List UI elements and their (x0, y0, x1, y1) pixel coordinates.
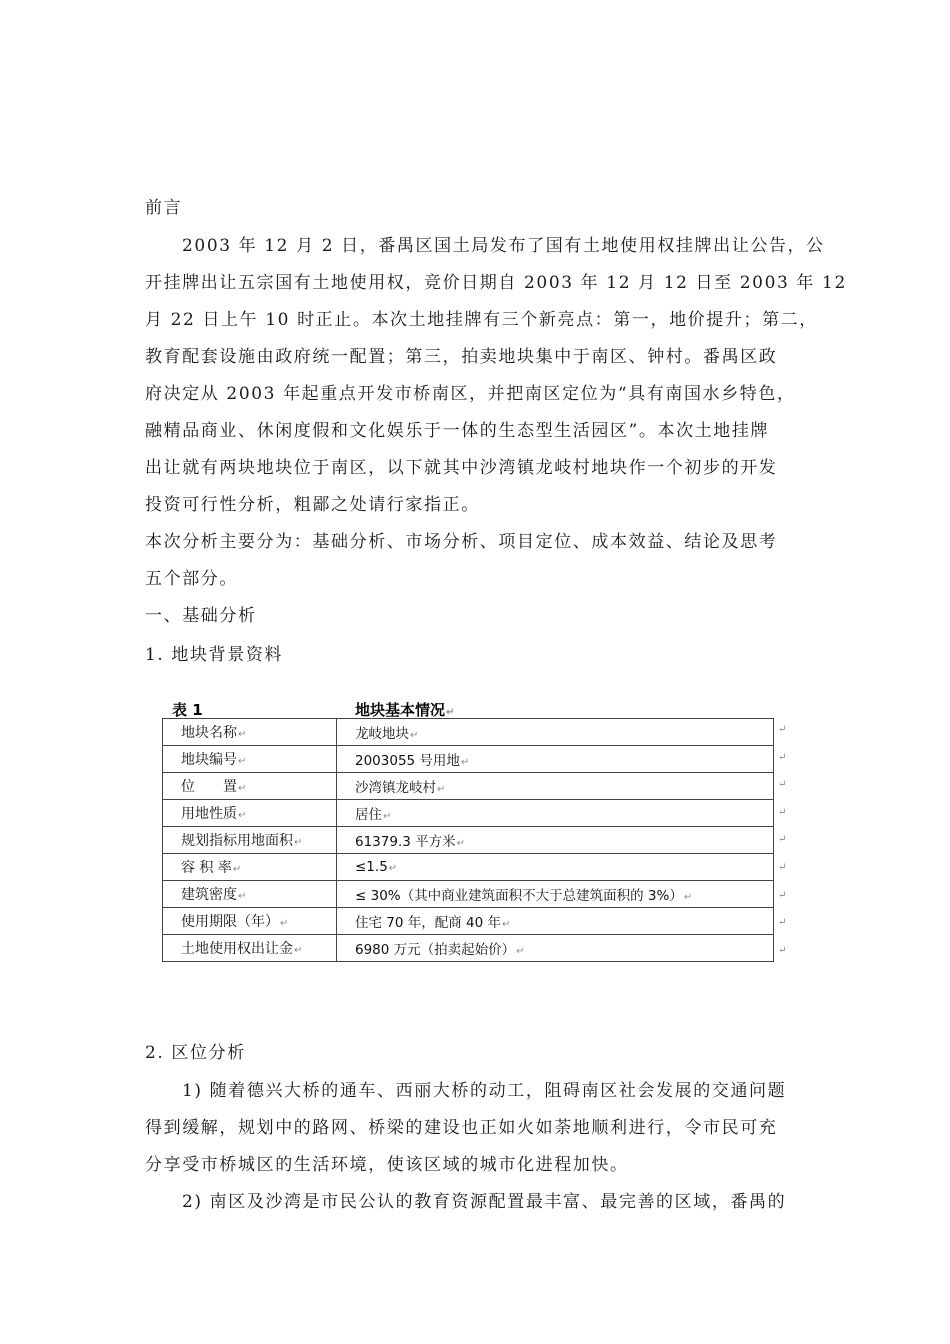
table-row (163, 881, 774, 908)
table-cell-value: 居住↵ (337, 800, 774, 827)
table-cell-key: 容 积 率↵ (163, 854, 337, 881)
table-row (163, 773, 774, 800)
table-cell-key: 土地使用权出让金↵ (163, 935, 337, 962)
table-row (163, 935, 774, 962)
table-cell-key: 建筑密度↵ (163, 881, 337, 908)
table-cell-key: 地块编号↵ (163, 746, 337, 773)
section2-p2-line-1: 2) 南区及沙湾是市民公认的教育资源配置最丰富、最完善的区域，番禺的 (182, 1192, 787, 1212)
preface-line-3: 月 22 日上午 10 时正止。本次土地挂牌有三个新亮点：第一，地价提升；第二， (145, 310, 818, 330)
table-cell-key: 用地性质↵ (163, 800, 337, 827)
row-end-mark: ↵ (778, 779, 787, 791)
table-cell-value: 沙湾镇龙岐村↵ (337, 773, 774, 800)
table-row (163, 746, 774, 773)
scope-line-1: 本次分析主要分为：基础分析、市场分析、项目定位、成本效益、结论及思考 (145, 532, 778, 552)
row-end-mark: ↵ (778, 724, 787, 735)
row-end-mark: ↵ (778, 862, 787, 873)
preface-line-8: 投资可行性分析，粗鄙之处请行家指正。 (145, 495, 480, 515)
preface-heading: 前言 (145, 198, 183, 218)
table-cell-key: 地块名称↵ (163, 719, 337, 746)
section2-p1-line-2: 得到缓解，规划中的路网、桥梁的建设也正如火如荼地顺利进行，令市民可充 (145, 1118, 778, 1138)
row-end-mark: ↵ (778, 834, 787, 846)
preface-line-5: 府决定从 2003 年起重点开发市桥南区，并把南区定位为“具有南国水乡特色， (145, 384, 796, 404)
table-cell-value: 61379.3 平方米↵ (337, 827, 774, 854)
table-cell-value: 2003055 号用地↵ (337, 746, 774, 773)
table-row (163, 719, 774, 746)
table-row (163, 854, 774, 881)
table-cell-value: ≤ 30%（其中商业建筑面积不大于总建筑面积的 3%）↵ (337, 881, 774, 908)
table-caption-number: 表 1 (172, 701, 203, 719)
row-end-mark: ↵ (778, 917, 787, 929)
table-cell-key: 规划指标用地面积↵ (163, 827, 337, 854)
section2-p1-line-1: 1) 随着德兴大桥的通车、西丽大桥的动工，阻碍南区社会发展的交通问题 (182, 1081, 787, 1101)
row-end-mark: ↵ (778, 889, 787, 901)
table-cell-value: 龙岐地块↵ (337, 719, 774, 746)
table-cell-value: 住宅 70 年，配商 40 年↵ (337, 908, 774, 935)
table-cell-value: 6980 万元（拍卖起始价）↵ (337, 935, 774, 962)
preface-line-4: 教育配套设施由政府统一配置；第三，拍卖地块集中于南区、钟村。番禺区政 (145, 347, 778, 367)
preface-line-2: 开挂牌出让五宗国有土地使用权，竞价日期自 2003 年 12 月 12 日至 2003 年 12 (145, 273, 847, 293)
table-row (163, 908, 774, 935)
section1-heading: 一、基础分析 (145, 606, 257, 626)
table-caption-title: 地块基本情况↵ (355, 701, 455, 719)
row-end-mark: ↵ (778, 806, 787, 818)
section2-heading: 2. 区位分析 (145, 1043, 246, 1063)
preface-line-7: 出让就有两块地块位于南区，以下就其中沙湾镇龙岐村地块作一个初步的开发 (145, 458, 778, 478)
preface-line-1: 2003 年 12 月 2 日，番禺区国土局发布了国有土地使用权挂牌出让公告，公 (182, 236, 825, 256)
table-cell-key: 位 置↵ (163, 773, 337, 800)
scope-line-2: 五个部分。 (145, 569, 238, 589)
preface-line-6: 融精品商业、休闲度假和文化娱乐于一体的生态型生活园区”。本次土地挂牌 (145, 421, 770, 441)
section1-subheading: 1. 地块背景资料 (145, 645, 284, 665)
table-row (163, 800, 774, 827)
row-end-mark: ↵ (778, 751, 787, 763)
section2-p1-line-3: 分享受市桥城区的生活环境，使该区域的城市化进程加快。 (145, 1155, 629, 1175)
table-cell-key: 使用期限（年）↵ (163, 908, 337, 935)
table-row (163, 827, 774, 854)
table-cell-value: ≤1.5↵ (337, 854, 774, 881)
land-info-table (162, 718, 774, 962)
row-end-mark: ↵ (778, 944, 787, 956)
